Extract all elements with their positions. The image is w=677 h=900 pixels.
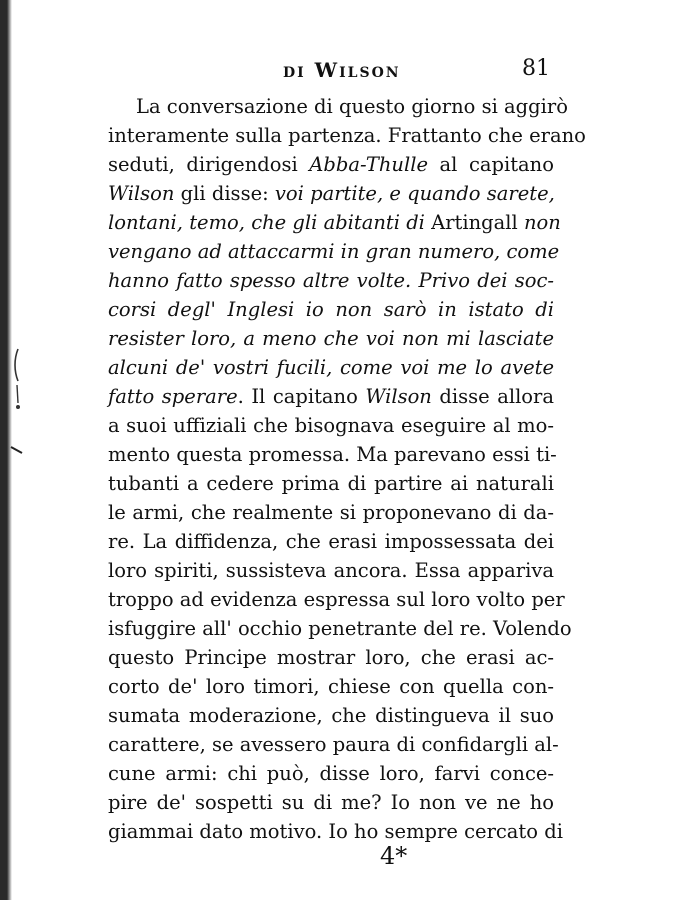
- text-line: [108, 817, 563, 846]
- roman-text: disse allora: [431, 385, 554, 408]
- text-line: [108, 266, 554, 295]
- signature-mark: 4*: [380, 842, 408, 870]
- italic-text: Wilson: [365, 385, 432, 408]
- text-line: [108, 150, 554, 179]
- italic-text: corsi degl' Inglesi io non sarò in istato di: [108, 298, 554, 321]
- roman-text: carattere, se avessero paura di confidargli al-: [108, 733, 559, 756]
- roman-text: al capitano: [428, 153, 554, 176]
- italic-text: Wilson: [108, 182, 175, 205]
- roman-text: sumata moderazione, che distingueva il suo: [108, 704, 554, 727]
- italic-text: hanno fatto spesso altre volte. Privo dei soc-: [108, 269, 554, 292]
- text-line: [108, 121, 586, 150]
- text-line: [108, 295, 554, 324]
- text-line: [108, 556, 554, 585]
- italic-text: non: [517, 211, 561, 234]
- roman-text: corto de' loro timori, chiese con quella con-: [108, 675, 554, 698]
- roman-text: gli disse:: [174, 182, 275, 205]
- roman-text: pire de' sospetti su di me? Io non ve ne ho: [108, 791, 554, 814]
- text-line: [108, 92, 568, 121]
- italic-text: voi partite, e quando sarete,: [274, 182, 555, 205]
- text-line: [108, 701, 554, 730]
- roman-text: le armi, che realmente si proponevano di da-: [108, 501, 554, 524]
- text-line: [108, 585, 565, 614]
- italic-text: resister loro, a meno che voi non mi lasciate: [108, 327, 554, 350]
- roman-text: a suoi uffiziali che bisognava eseguire al mo-: [108, 414, 554, 437]
- roman-text: seduti, dirigendosi: [108, 153, 310, 176]
- text-line: [108, 179, 554, 208]
- text-line: [108, 382, 554, 411]
- text-line: [108, 527, 554, 556]
- body-text: [108, 92, 586, 846]
- roman-text: mento questa promessa. Ma parevano essi ti-: [108, 443, 557, 466]
- roman-text: Artingall: [431, 211, 518, 234]
- italic-text: Abba-Thulle: [309, 153, 428, 176]
- roman-text: troppo ad evidenza espressa sul loro volto per: [108, 588, 565, 611]
- text-line: [108, 324, 554, 353]
- text-line: [108, 411, 554, 440]
- text-line: [108, 788, 554, 817]
- text-line: [108, 614, 572, 643]
- text-line: [108, 440, 557, 469]
- roman-text: re. La diffidenza, che erasi impossessata dei: [108, 530, 554, 553]
- running-title: di Wilson: [283, 58, 401, 82]
- roman-text: La conversazione di questo giorno si aggirò: [136, 95, 568, 118]
- roman-text: . Il capitano: [237, 385, 366, 408]
- text-line: [108, 469, 554, 498]
- text-line: [108, 237, 560, 266]
- italic-text: lontani, temo, che gli abitanti di: [108, 211, 432, 234]
- italic-text: alcuni de' vostri fucili, come voi me lo avete: [108, 356, 554, 379]
- text-line: [108, 759, 554, 788]
- roman-text: tubanti a cedere prima di partire ai naturali: [108, 472, 554, 495]
- italic-text: vengano ad attaccarmi in gran numero, come: [108, 240, 560, 263]
- roman-text: interamente sulla partenza. Frattanto che erano: [108, 124, 586, 147]
- text-line: [108, 498, 554, 527]
- roman-text: isfuggire all' occhio penetrante del re. Volendo: [108, 617, 572, 640]
- roman-text: cune armi: chi può, disse loro, farvi conce-: [108, 762, 554, 785]
- text-line: [108, 672, 554, 701]
- text-line: [108, 208, 561, 237]
- roman-text: loro spiriti, sussisteva ancora. Essa appariva: [108, 559, 554, 582]
- roman-text: giammai dato motivo. Io ho sempre cercato di: [108, 820, 563, 843]
- text-line: [108, 353, 554, 382]
- italic-text: fatto sperare: [108, 385, 238, 408]
- text-line: [108, 643, 554, 672]
- margin-marks: [8, 345, 24, 465]
- page-number: 81: [522, 56, 550, 81]
- text-line: [108, 730, 559, 759]
- roman-text: questo Principe mostrar loro, che erasi ac-: [108, 646, 554, 669]
